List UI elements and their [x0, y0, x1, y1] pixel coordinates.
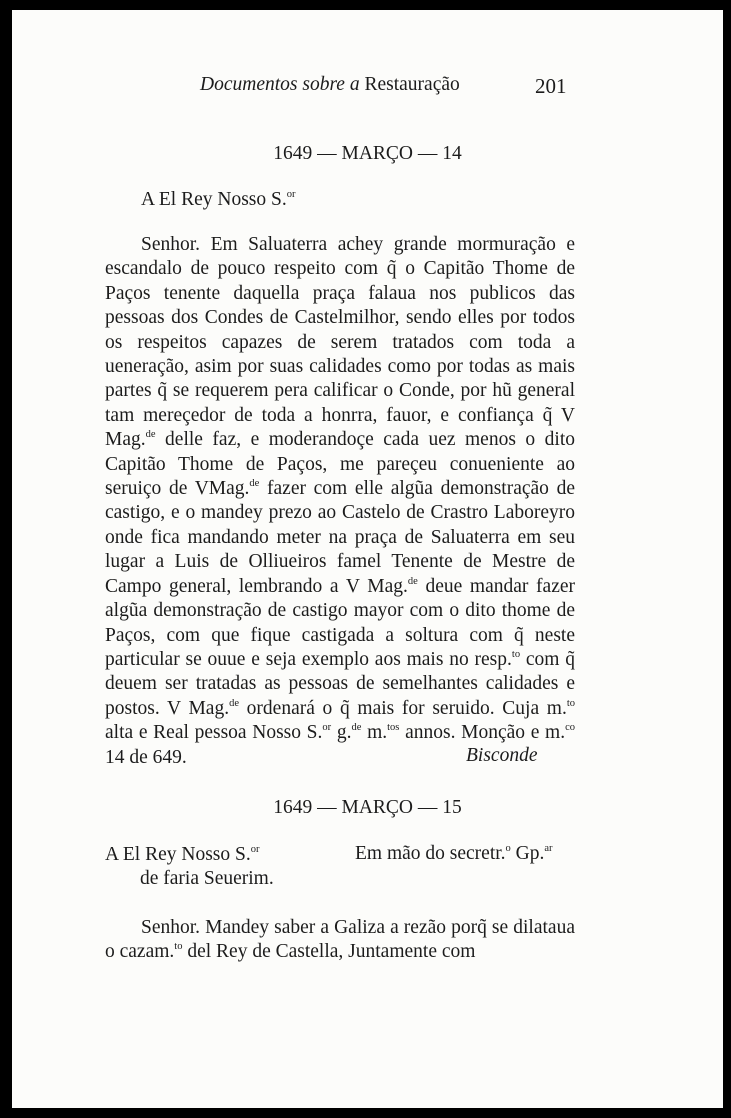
text-run: delle faz, e moderandoçe cada uez menos o dito Capitão Thome de Paços, me pareçeu conueniente ao seruiço de VMag. [105, 429, 575, 500]
letter2-address-line2: de faria Seuerim. [140, 868, 274, 889]
letter1-date: 1649 — MARÇO — 14 [273, 143, 462, 164]
letter2-via-sup2: ar [544, 843, 553, 854]
letter1-body [105, 233, 575, 770]
text-run: alta e Real pessoa Nosso S. [105, 722, 323, 744]
superscript-abbrev: tos [387, 722, 400, 734]
text-run: com q̃ deuem ser tratadas as pessoas de semelhantes calidades e postos. V Mag. [105, 648, 576, 719]
letter2-address-line1 [105, 843, 274, 867]
running-title-roman: Restauração [359, 74, 460, 95]
text-run: 14 de 649. [105, 746, 187, 768]
text-run: m. [361, 722, 388, 744]
superscript-abbrev: to [511, 648, 521, 660]
superscript-abbrev: de [407, 575, 418, 587]
letter2-via-mid: Gp. [510, 843, 545, 864]
text-run: deue mandar fazer algũa demonstração de castigo mayor com o dito thome de Paços, com que fique castigada a soltura com q̃ neste particular se ouue e seja exemplo aos mais no resp. [105, 575, 576, 670]
page-header [12, 74, 723, 104]
letter2-address-line1-text: A El Rey Nosso S. [105, 844, 251, 865]
page-number: 201 [535, 74, 567, 98]
letter1-address [141, 189, 295, 211]
letter2-address [105, 843, 274, 891]
superscript-abbrev: to [174, 941, 183, 953]
letter2-date: 1649 — MARÇO — 15 [273, 797, 462, 818]
superscript-abbrev: co [565, 722, 575, 734]
superscript-abbrev: de [351, 722, 362, 734]
superscript-abbrev: or [322, 722, 332, 734]
superscript-abbrev: de [249, 478, 260, 490]
text-run: g. [331, 722, 352, 744]
running-title-italic: Documentos sobre a [200, 74, 360, 95]
superscript-abbrev: de [145, 429, 156, 441]
letter2-paragraph [105, 916, 575, 965]
letter2-via-sup1: o [505, 843, 511, 854]
text-run: del Rey de Castella, Juntamente com [182, 941, 476, 963]
letter1-signature: Bisconde [466, 745, 538, 766]
running-title [200, 74, 460, 96]
document-page [12, 10, 723, 1108]
letter2-delivery-note [355, 843, 553, 865]
letter2-body [105, 916, 575, 965]
letter1-address-sup: or [286, 189, 296, 200]
text-run: ordenará o q̃ mais for seruido. Cuja m. [239, 697, 567, 719]
letter1-paragraph [105, 233, 575, 770]
superscript-abbrev: to [566, 697, 576, 709]
letter2-address-line1-sup: or [250, 844, 260, 855]
superscript-abbrev: de [229, 697, 239, 709]
text-run: fazer com elle algũa demonstração de castigo, e o mandey prezo ao Castelo de Crastro Laboreyro onde fica mandando meter na praça de Saluaterra em seu lugar a Luis de Olliueiros famel Tenente de Mestre de Campo general, lembrando a V Mag. [105, 478, 575, 597]
text-run: Senhor. Em Saluaterra achey grande mormuração e escandalo de pouco respeito com q̃ o Capitão Thome de Paços tenente daquella praça falaua nos publicos das pessoas dos Condes de Castelmilhor, sendo elles por todos os respeitos capazes de serem tratados com toda a ueneração, asim por suas calidades como por todas as mais partes q̃ se requerem pera calificar o Conde, por hũ general tam mereçedor de toda a honrra, fauor, e confiança q̃ V Mag. [105, 234, 575, 451]
letter2-via-text: Em mão do secretr. [355, 843, 506, 864]
letter1-address-text: A El Rey Nosso S. [141, 189, 287, 210]
text-run: Senhor. Mandey saber a Galiza a rezão porq̃ se dilataua o cazam. [105, 917, 575, 963]
text-run: annos. Monção e m. [399, 722, 566, 744]
